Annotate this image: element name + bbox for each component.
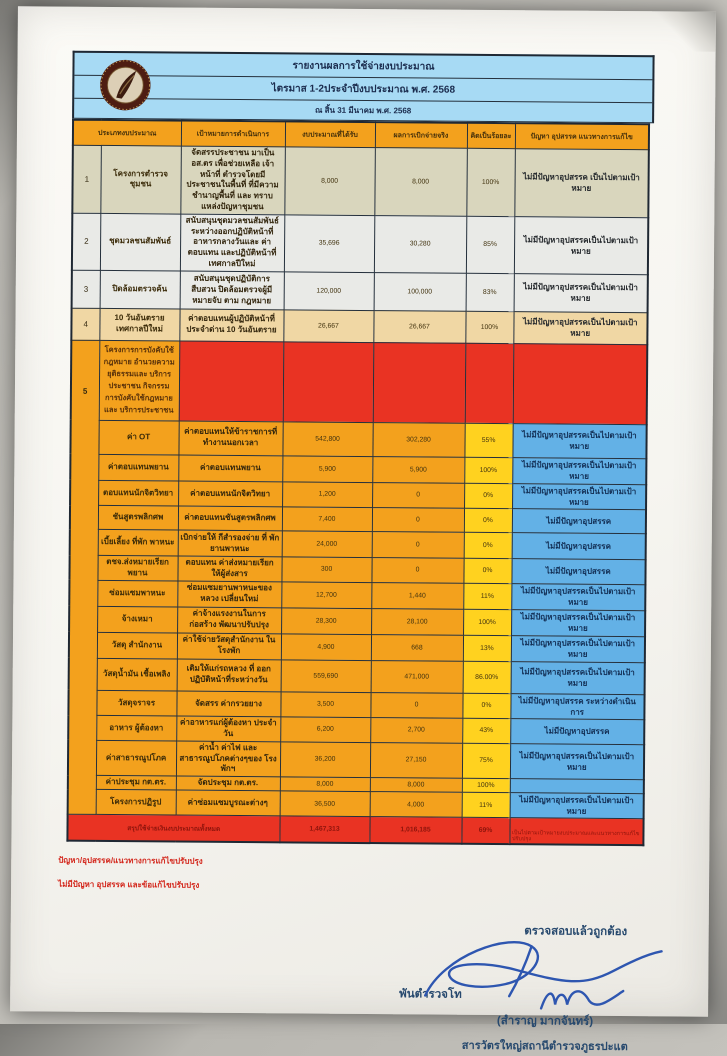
budget-cell: 26,667	[283, 310, 373, 343]
percent-cell: 13%	[463, 635, 511, 661]
actual-cell: 0	[370, 692, 462, 718]
percent-cell: 55%	[464, 423, 512, 457]
project-name-cell: ชันสูตรพลิกศพ	[98, 506, 178, 531]
table-row	[68, 740, 644, 780]
table-row	[71, 340, 648, 425]
actual-cell: 5,900	[372, 456, 464, 483]
column-header-target: เป้าหมายการดำเนินการ	[181, 121, 285, 147]
actual-cell: 0	[372, 532, 464, 559]
target-cell: จัดสรร ค่ากรวยยาง	[176, 691, 280, 717]
target-cell: ค่าตอบแทนพยาน	[178, 455, 282, 482]
note-cell: ไม่มีปัญหาอุปสรรคเป็นไปตามเป้าหมาย	[511, 609, 645, 636]
target-cell: สนับสนุนชุดมวลชนสัมพันธ์ ระหว่างออกปฏิบัติหน้าที่ อาหารกลางวันและ ค่าตอบแทน และปฏิบัติหน้าที่ เทศกาลปีใหม่	[180, 214, 284, 272]
verified-text: ตรวจสอบแล้วถูกต้อง	[524, 925, 628, 939]
note-cell: ไม่มีปัญหาอุปสรรค ระหว่างดำเนินการ	[510, 693, 644, 719]
budget-cell: 4,900	[281, 634, 371, 661]
project-name-cell: โครงการปฏิรูป	[96, 790, 176, 816]
budget-cell: 8,000	[280, 777, 370, 792]
target-cell: สนับสนุนชุดปฏิบัติการสืบสวน ปิดล้อมตรวจผู้มีหมายจับ ตาม กฎหมาย	[180, 271, 284, 310]
table-row	[72, 270, 648, 313]
project-name-cell: ค่าสาธารณูปโภค	[96, 740, 176, 776]
note-cell: ไม่มีปัญหาอุปสรรคเป็นไปตามเป้าหมาย	[511, 661, 645, 694]
budget-cell: 1,200	[282, 482, 372, 508]
percent-cell: 85%	[466, 216, 514, 273]
note-cell	[510, 779, 644, 794]
footnote-line: ไม่มีปัญหา อุปสรรค และข้อแก้ไขปรับปรุง	[58, 879, 200, 890]
budget-cell	[283, 342, 374, 423]
row-number-cell: 5	[68, 340, 100, 815]
note-cell: ไม่มีปัญหาอุปสรรคเป็นไปตามเป้าหมาย	[512, 457, 646, 484]
signer-position: สารวัตรใหญ่สถานีตำรวจภูธรปะแต	[461, 1039, 628, 1054]
total-budget-cell: 1,467,313	[279, 816, 369, 843]
project-name-cell: วัสดุน้ำมัน เชื้อเพลิง	[97, 658, 177, 691]
actual-cell: 0	[371, 558, 463, 583]
budget-cell: 7,400	[282, 507, 372, 532]
note-cell: ไม่มีปัญหาอุปสรรค	[512, 533, 646, 560]
total-actual-cell: 1,016,185	[369, 817, 461, 844]
percent-cell: 83%	[466, 273, 514, 311]
budget-cell: 120,000	[284, 272, 374, 311]
actual-cell: 0	[372, 508, 464, 533]
percent-cell: 75%	[462, 743, 510, 779]
total-note-cell: เป็นไปตามเป้าหมายงบประมาณและแนวทางการแก้ไขปรับปรุง	[509, 818, 643, 845]
note-cell: ไม่มีปัญหาอุปสรรคเป็นไปตามเป้าหมาย	[514, 273, 648, 312]
target-cell: ตอบแทน ค่าส่งหมายเรียก ให้ผู้ส่งสาร	[177, 556, 281, 581]
project-name-cell: โครงการตำรวจชุมชน	[100, 145, 181, 213]
actual-cell: 1,440	[371, 582, 463, 609]
percent-cell: 100%	[466, 148, 515, 216]
report-title-band	[72, 51, 655, 124]
project-name-cell: ค่าประชุม กต.ตร.	[96, 776, 176, 791]
target-cell: เบิกจ่ายให้ กีสำรองจ่าย ที่ พักยานพาหนะ	[178, 530, 282, 557]
budget-report-table	[66, 119, 650, 846]
report-date-line: ณ สิ้น 31 มีนาคม พ.ศ. 2568	[74, 99, 652, 124]
target-cell: ค่าน้ำ ค่าไฟ และ สาธารณูปโภคต่างๆของ โรงพักฯ	[176, 741, 280, 777]
percent-cell: 0%	[464, 532, 512, 558]
percent-cell	[465, 343, 514, 423]
percent-cell: 0%	[463, 558, 511, 583]
note-cell: ไม่มีปัญหาอุปสรรคเป็นไปตามเป้าหมาย	[511, 635, 645, 662]
actual-cell: 2,700	[370, 718, 462, 743]
project-name-cell: เบี้ยเลี้ยง ที่พัก พาหนะ	[98, 530, 178, 557]
note-cell: ไม่มีปัญหาอุปสรรคเป็นไปตามเป้าหมาย	[511, 583, 645, 610]
signer-name: (สำราญ มากจันทร์)	[496, 1015, 594, 1028]
note-cell: ไม่มีปัญหาอุปสรรคเป็นไปตามเป้าหมาย	[513, 311, 647, 344]
row-number-cell: 1	[72, 145, 101, 213]
report-subtitle: ไตรมาส 1-2ประจำปีงบประมาณ พ.ศ. 2568	[74, 76, 652, 104]
percent-cell: 100%	[465, 311, 513, 343]
budget-cell: 36,200	[280, 742, 370, 778]
target-cell: ค่าตอบแทนให้ข้าราชการที่ ทำงานนอกเวลา	[178, 421, 282, 456]
page-fold-corner	[652, 11, 716, 52]
budget-cell: 5,900	[282, 456, 372, 483]
note-cell: ไม่มีปัญหาอุปสรรคเป็นไปตามเป้าหมาย	[510, 743, 644, 779]
actual-cell: 28,100	[371, 608, 463, 635]
actual-cell	[373, 342, 466, 423]
report-table-body	[67, 145, 648, 845]
table-row	[70, 420, 646, 459]
total-row	[67, 815, 643, 846]
percent-cell: 11%	[463, 583, 511, 609]
budget-cell: 300	[281, 557, 371, 582]
actual-cell: 8,000	[374, 148, 467, 217]
police-emblem-logo-icon	[98, 58, 152, 112]
project-name-cell: ค่า OT	[98, 420, 178, 455]
percent-cell: 0%	[464, 508, 512, 532]
report-content	[10, 6, 716, 1055]
table-row	[69, 658, 645, 695]
percent-cell: 100%	[464, 457, 512, 483]
report-title: รายงานผลการใช้จ่ายงบประมาณ	[74, 53, 652, 81]
footnotes	[58, 854, 709, 896]
percent-cell: 86.00%	[463, 661, 511, 693]
target-cell: ค่าตอบแทนชันสูตรพลิกศพ	[178, 506, 282, 531]
project-name-cell: วัสดุ สำนักงาน	[97, 632, 177, 659]
percent-cell: 11%	[462, 792, 510, 818]
target-cell: ซ่อมแซมยานพาหนะของ หลวง เปลี่ยนใหม่	[177, 581, 281, 608]
actual-cell: 668	[371, 634, 463, 661]
target-cell: จัดสรรประชาชน มาเป็น อส.ตร เพื่อช่วยเหลือ เจ้าหน้าที่ ตำรวจโดยมีประชาชนในพื้นที่ ที่มีความชำนาญพื้นที่ และ ทราบแหล่งปัญหาชุมชน	[180, 146, 285, 215]
note-cell: ไม่มีปัญหาอุปสรรคเป็นไปตามเป้าหมาย	[512, 423, 646, 458]
actual-cell: 100,000	[374, 272, 466, 311]
total-label-cell: สรุปใช้จ่ายเงินงบประมาณทั้งหมด	[67, 815, 279, 843]
row-number-cell: 4	[71, 308, 99, 340]
target-cell: ค่าอาหารแก่ผู้ต้องหา ประจำวัน	[176, 716, 280, 741]
budget-cell: 35,696	[284, 215, 374, 273]
footnote-line: ปัญหา/อุปสรรค/แนวทางการแก้ไขปรับปรุง	[58, 855, 203, 866]
project-name-cell: ชุดมวลชนสัมพันธ์	[100, 213, 180, 271]
budget-cell: 542,800	[282, 422, 372, 457]
target-cell: ค่าตอบแทนผู้ปฏิบัติหน้าที่ ประจำด่าน 10 วันอันตราย	[179, 309, 283, 342]
note-cell: ไม่มีปัญหาอุปสรรคเป็นไปตามเป้าหมาย	[512, 483, 646, 509]
project-name-cell: จ้างเหมา	[97, 606, 177, 633]
project-name-cell: ปิดล้อมตรวจค้น	[100, 270, 180, 309]
table-row	[71, 308, 647, 345]
column-header-percent: คิดเป็นร้อยละ	[467, 123, 515, 149]
note-cell: ไม่มีปัญหาอุปสรรค	[512, 509, 646, 534]
budget-cell: 6,200	[280, 717, 370, 742]
column-header-actual-disbursed: ผลการเบิกจ่ายจริง	[375, 122, 467, 148]
target-cell: เติมให้แก่รถหลวง ที่ ออก ปฏิบัติหน้าที่ระหว่างวัน	[177, 659, 281, 692]
budget-cell: 12,700	[281, 582, 371, 609]
paper-sheet	[10, 6, 716, 1054]
target-cell: ค่าตอบแทนนักจิตวิทยา	[178, 481, 282, 507]
rank-text: พันตำรวจโท	[399, 988, 462, 1001]
budget-cell: 24,000	[282, 531, 372, 558]
target-cell: ค่าจ้างแรงงานในการ ก่อสร้าง พัฒนาปรับปรุง	[177, 607, 281, 634]
row-number-cell: 3	[72, 270, 100, 308]
row-number-cell: 2	[72, 213, 100, 270]
actual-cell: 26,667	[373, 310, 465, 343]
actual-cell: 302,280	[372, 422, 464, 457]
note-cell: ไม่มีปัญหาอุปสรรค	[511, 559, 645, 585]
budget-cell: 28,300	[281, 608, 371, 635]
signature-block	[395, 921, 696, 1055]
note-cell: ไม่มีปัญหาอุปสรรคเป็นไปตามเป้าหมาย	[514, 216, 648, 274]
percent-cell: 100%	[462, 778, 510, 792]
project-name-cell: 10 วันอันตราย เทศกาลปีใหม่	[99, 308, 179, 341]
note-cell	[513, 343, 648, 424]
project-name-cell: อาหาร ผู้ต้องหา	[96, 716, 176, 741]
budget-cell: 3,500	[280, 692, 370, 718]
project-name-cell: ตอบแทนนักจิตวิทยา	[98, 480, 178, 506]
table-row	[72, 145, 649, 217]
actual-cell: 4,000	[370, 792, 462, 818]
note-cell: ไม่มีปัญหาอุปสรรค เป็นไปตามเป้าหมาย	[514, 149, 649, 218]
percent-cell: 0%	[464, 483, 512, 509]
target-cell	[179, 341, 284, 422]
column-header-problems: ปัญหา อุปสรรค แนวทางการแก้ไข	[515, 123, 649, 150]
percent-cell: 100%	[463, 609, 511, 635]
budget-cell: 8,000	[284, 147, 375, 215]
handwritten-signature	[413, 929, 674, 1035]
column-header-budget-received: งบประมาณที่ได้รับ	[285, 121, 375, 147]
column-header-budget-type: ประเภทงบประมาณ	[73, 120, 181, 146]
project-name-cell: โครงการการบังคับใช้กฎหมาย อำนวยความยุติธรรมและ บริการประชาชน กิจกรรม การบังคับใช้กฎหมาย และ บริการประชาชน	[99, 340, 180, 421]
percent-cell: 0%	[462, 693, 510, 719]
note-cell: ไม่มีปัญหาอุปสรรค	[510, 719, 644, 745]
actual-cell: 0	[372, 482, 464, 508]
budget-cell: 559,690	[281, 660, 371, 693]
note-cell: ไม่มีปัญหาอุปสรรคเป็นไปตามเป้าหมาย	[510, 793, 644, 819]
actual-cell: 27,150	[370, 742, 462, 778]
target-cell: ค่าซ่อมแซมบูรณะต่างๆ	[176, 790, 280, 816]
budget-cell: 36,500	[280, 791, 370, 817]
actual-cell: 30,280	[374, 215, 466, 273]
project-name-cell: ซ่อมแซมพาหนะ	[97, 580, 177, 607]
project-name-cell: ตชจ.ส่งหมายเรียก พยาน	[97, 556, 177, 581]
table-row	[72, 213, 648, 275]
percent-cell: 43%	[462, 718, 510, 743]
project-name-cell: วัสดุจราจร	[96, 690, 176, 716]
actual-cell: 471,000	[371, 660, 463, 693]
actual-cell: 8,000	[370, 778, 462, 793]
target-cell: จัดประชุม กต.ตร.	[176, 776, 280, 791]
project-name-cell: ค่าตอบแทนพยาน	[98, 454, 178, 481]
total-percent-cell: 69%	[461, 818, 509, 844]
target-cell: ค่าใช้จ่ายวัสดุสำนักงาน ใน โรงพัก	[177, 633, 281, 660]
